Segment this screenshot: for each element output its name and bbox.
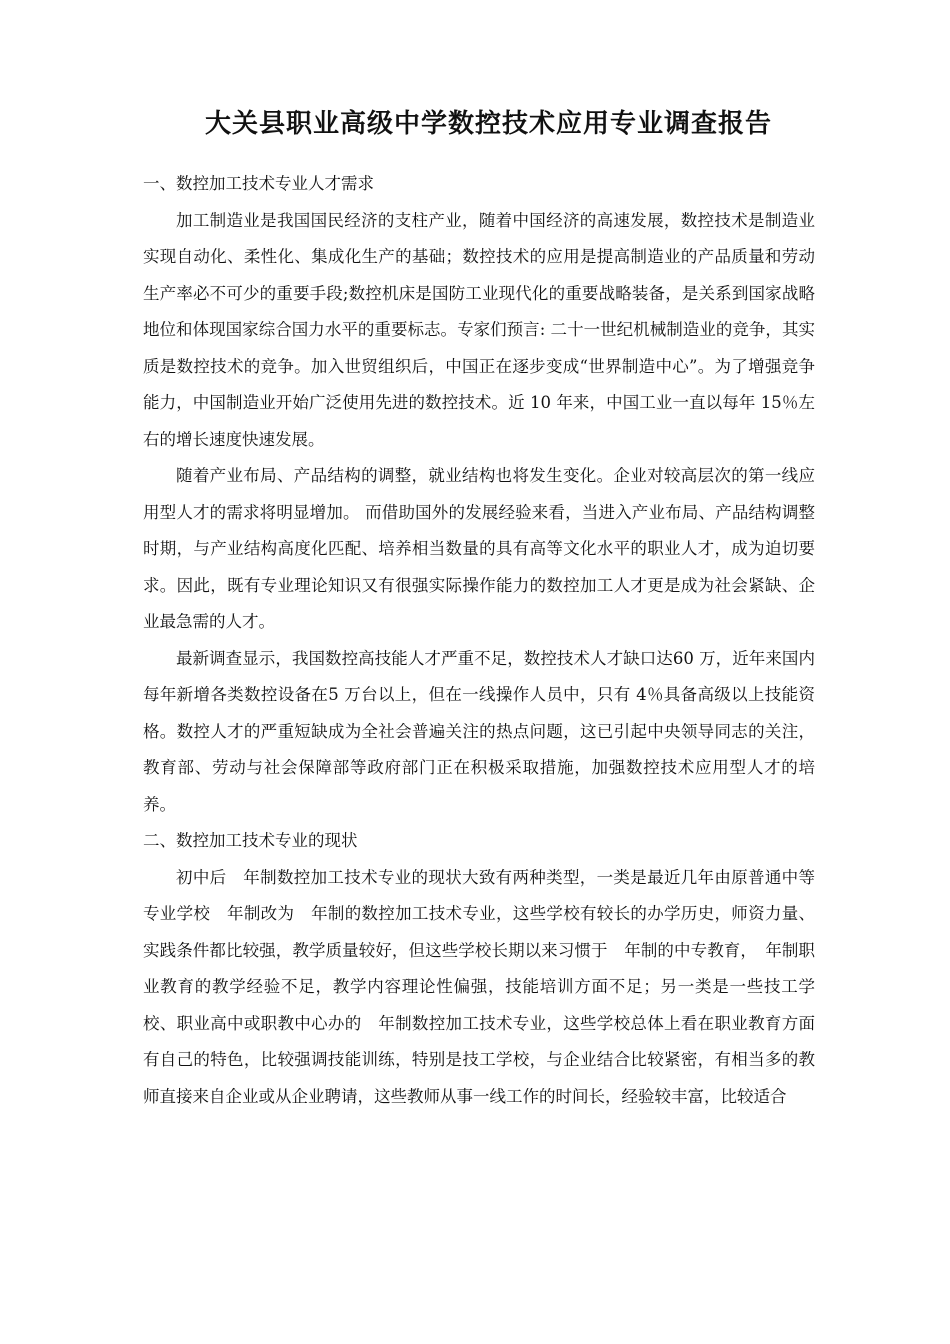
paragraph-survey-findings: 最新调查显示，我国数控高技能人才严重不足，数控技术人才缺口达60 万，近年来国内每年新增各类数控设备在5 万台以上，但在一线操作人员中，只有 4％具备高级以上技能资格。数控人才的严重短缺成为全社会普遍关注的热点问题，这已引起中央领导同志的关注，教育部、劳动与社会保障部等政府部门正在积极采取措施，加强数控技术应用型人才的培养。 [143, 648, 815, 814]
document-body [143, 166, 815, 1115]
paragraph-industry-background: 加工制造业是我国国民经济的支柱产业，随着中国经济的高速发展，数控技术是制造业实现自动化、柔性化、集成化生产的基础；数控技术的应用是提高制造业的产品质量和劳动生产率必不可少的重要手段;数控机床是国防工业现代化的重要战略装备，是关系到国家战略地位和体现国家综合国力水平的重要标志。专家们预言: 二十一世纪机械制造业的竞争，其实质是数控技术的竞争。加入世贸组织后，中国正在逐步变成“世界制造中心”。为了增强竞争能力，中国制造业开始广泛使用先进的数控技术。近 10 年来，中国工业一直以每年 15％左右的增长速度快速发展。 [143, 210, 815, 449]
paragraph-employment-structure: 随着产业布局、产品结构的调整，就业结构也将发生变化。企业对较高层次的第一线应用型人才的需求将明显增加。 而借助国外的发展经验来看，当进入产业布局、产品结构调整时期，与产业结构高度化匹配、培养相当数量的具有高等文化水平的职业人才，成为迫切要求。因此，既有专业理论知识又有很强实际操作能力的数控加工人才更是成为社会紧缺、企业最急需的人才。 [143, 466, 815, 631]
section-heading-current-status: 二、数控加工技术专业的现状 [143, 831, 358, 850]
paragraph-school-types: 初中后 年制数控加工技术专业的现状大致有两种类型，一类是最近几年由原普通中等专业学校 年制改为 年制的数控加工技术专业，这些学校有较长的办学历史，师资力量、实践条件都比较强，教学质量较好，但这些学校长期以来习惯于 年制的中专教育， 年制职业教育的教学经验不足，教学内容理论性偏强，技能培训方面不足；另一类是一些技工学校、职业高中或职教中心办的 年制数控加工技术专业，这些学校总体上看在职业教育方面有自己的特色，比较强调技能训练，特别是技工学校，与企业结合比较紧密，有相当多的教师直接来自企业或从企业聘请，这些教师从事一线工作的时间长，经验较丰富，比较适合 [143, 867, 815, 1106]
section-heading-talent-demand: 一、数控加工技术专业人才需求 [143, 174, 374, 193]
document-title: 大关县职业高级中学数控技术应用专业调查报告 [205, 109, 773, 139]
